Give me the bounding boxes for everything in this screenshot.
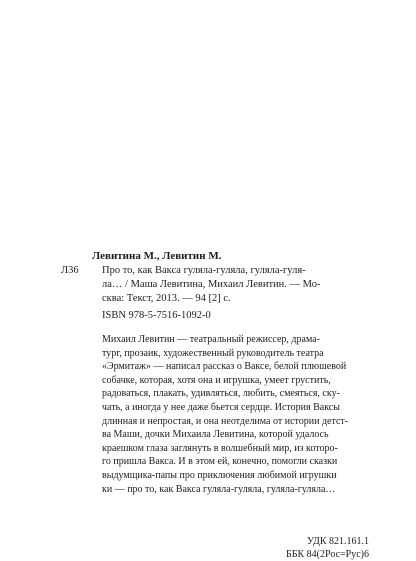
- description-line: Про то, как Вакса гуляла-гуляла, гуляла-гуля-: [102, 264, 372, 278]
- annotation-line: краешком глаза заглянуть в волшебный мир, из которо-: [102, 442, 372, 456]
- classification-codes: [92, 536, 369, 561]
- annotation-line: го пришла Вакса. И в этом ей, конечно, помогли сказки: [102, 455, 372, 469]
- description-line: сква: Текст, 2013. — 94 [2] с.: [102, 292, 372, 306]
- bibliographic-description: [92, 264, 372, 323]
- annotation-line: длинная и непростая, и она неотделима от истории детст-: [102, 415, 372, 429]
- bbk-code: ББК 84(2Рос=Рус)6: [92, 549, 369, 561]
- annotation-line: радоваться, плакать, удивляться, любить, смеяться, ску-: [102, 387, 372, 401]
- annotation: [92, 333, 372, 496]
- description-line: ла… / Маша Левитина, Михаил Левитин. — Мо-: [102, 278, 372, 292]
- annotation-line: «Эрмитаж» — написал рассказ о Ваксе, белой плюшевой: [102, 360, 372, 374]
- bibliographic-record: [92, 249, 372, 496]
- annotation-line: ки — про то, как Вакса гуляла-гуляла, гуляла-гуляла…: [102, 483, 372, 497]
- annotation-line: выдумщика-папы про приключения любимой игрушки: [102, 469, 372, 483]
- isbn: ISBN 978-5-7516-1092-0: [102, 309, 372, 323]
- authors-heading: Левитина М., Левитин М.: [92, 249, 372, 263]
- annotation-line: Михаил Левитин — театральный режиссер, драма-: [102, 333, 372, 347]
- annotation-line: собачке, которая, хотя она и игрушка, умеет грустить,: [102, 374, 372, 388]
- annotation-line: ва Маши, дочки Михаила Левитина, которой удалось: [102, 428, 372, 442]
- annotation-line: тург, прозаик, художественный руководитель театра: [102, 347, 372, 361]
- author-cipher: Л36: [61, 264, 79, 278]
- udk-code: УДК 821.161.1: [92, 536, 369, 549]
- annotation-line: чать, а иногда у нее даже бьется сердце. История Ваксы: [102, 401, 372, 415]
